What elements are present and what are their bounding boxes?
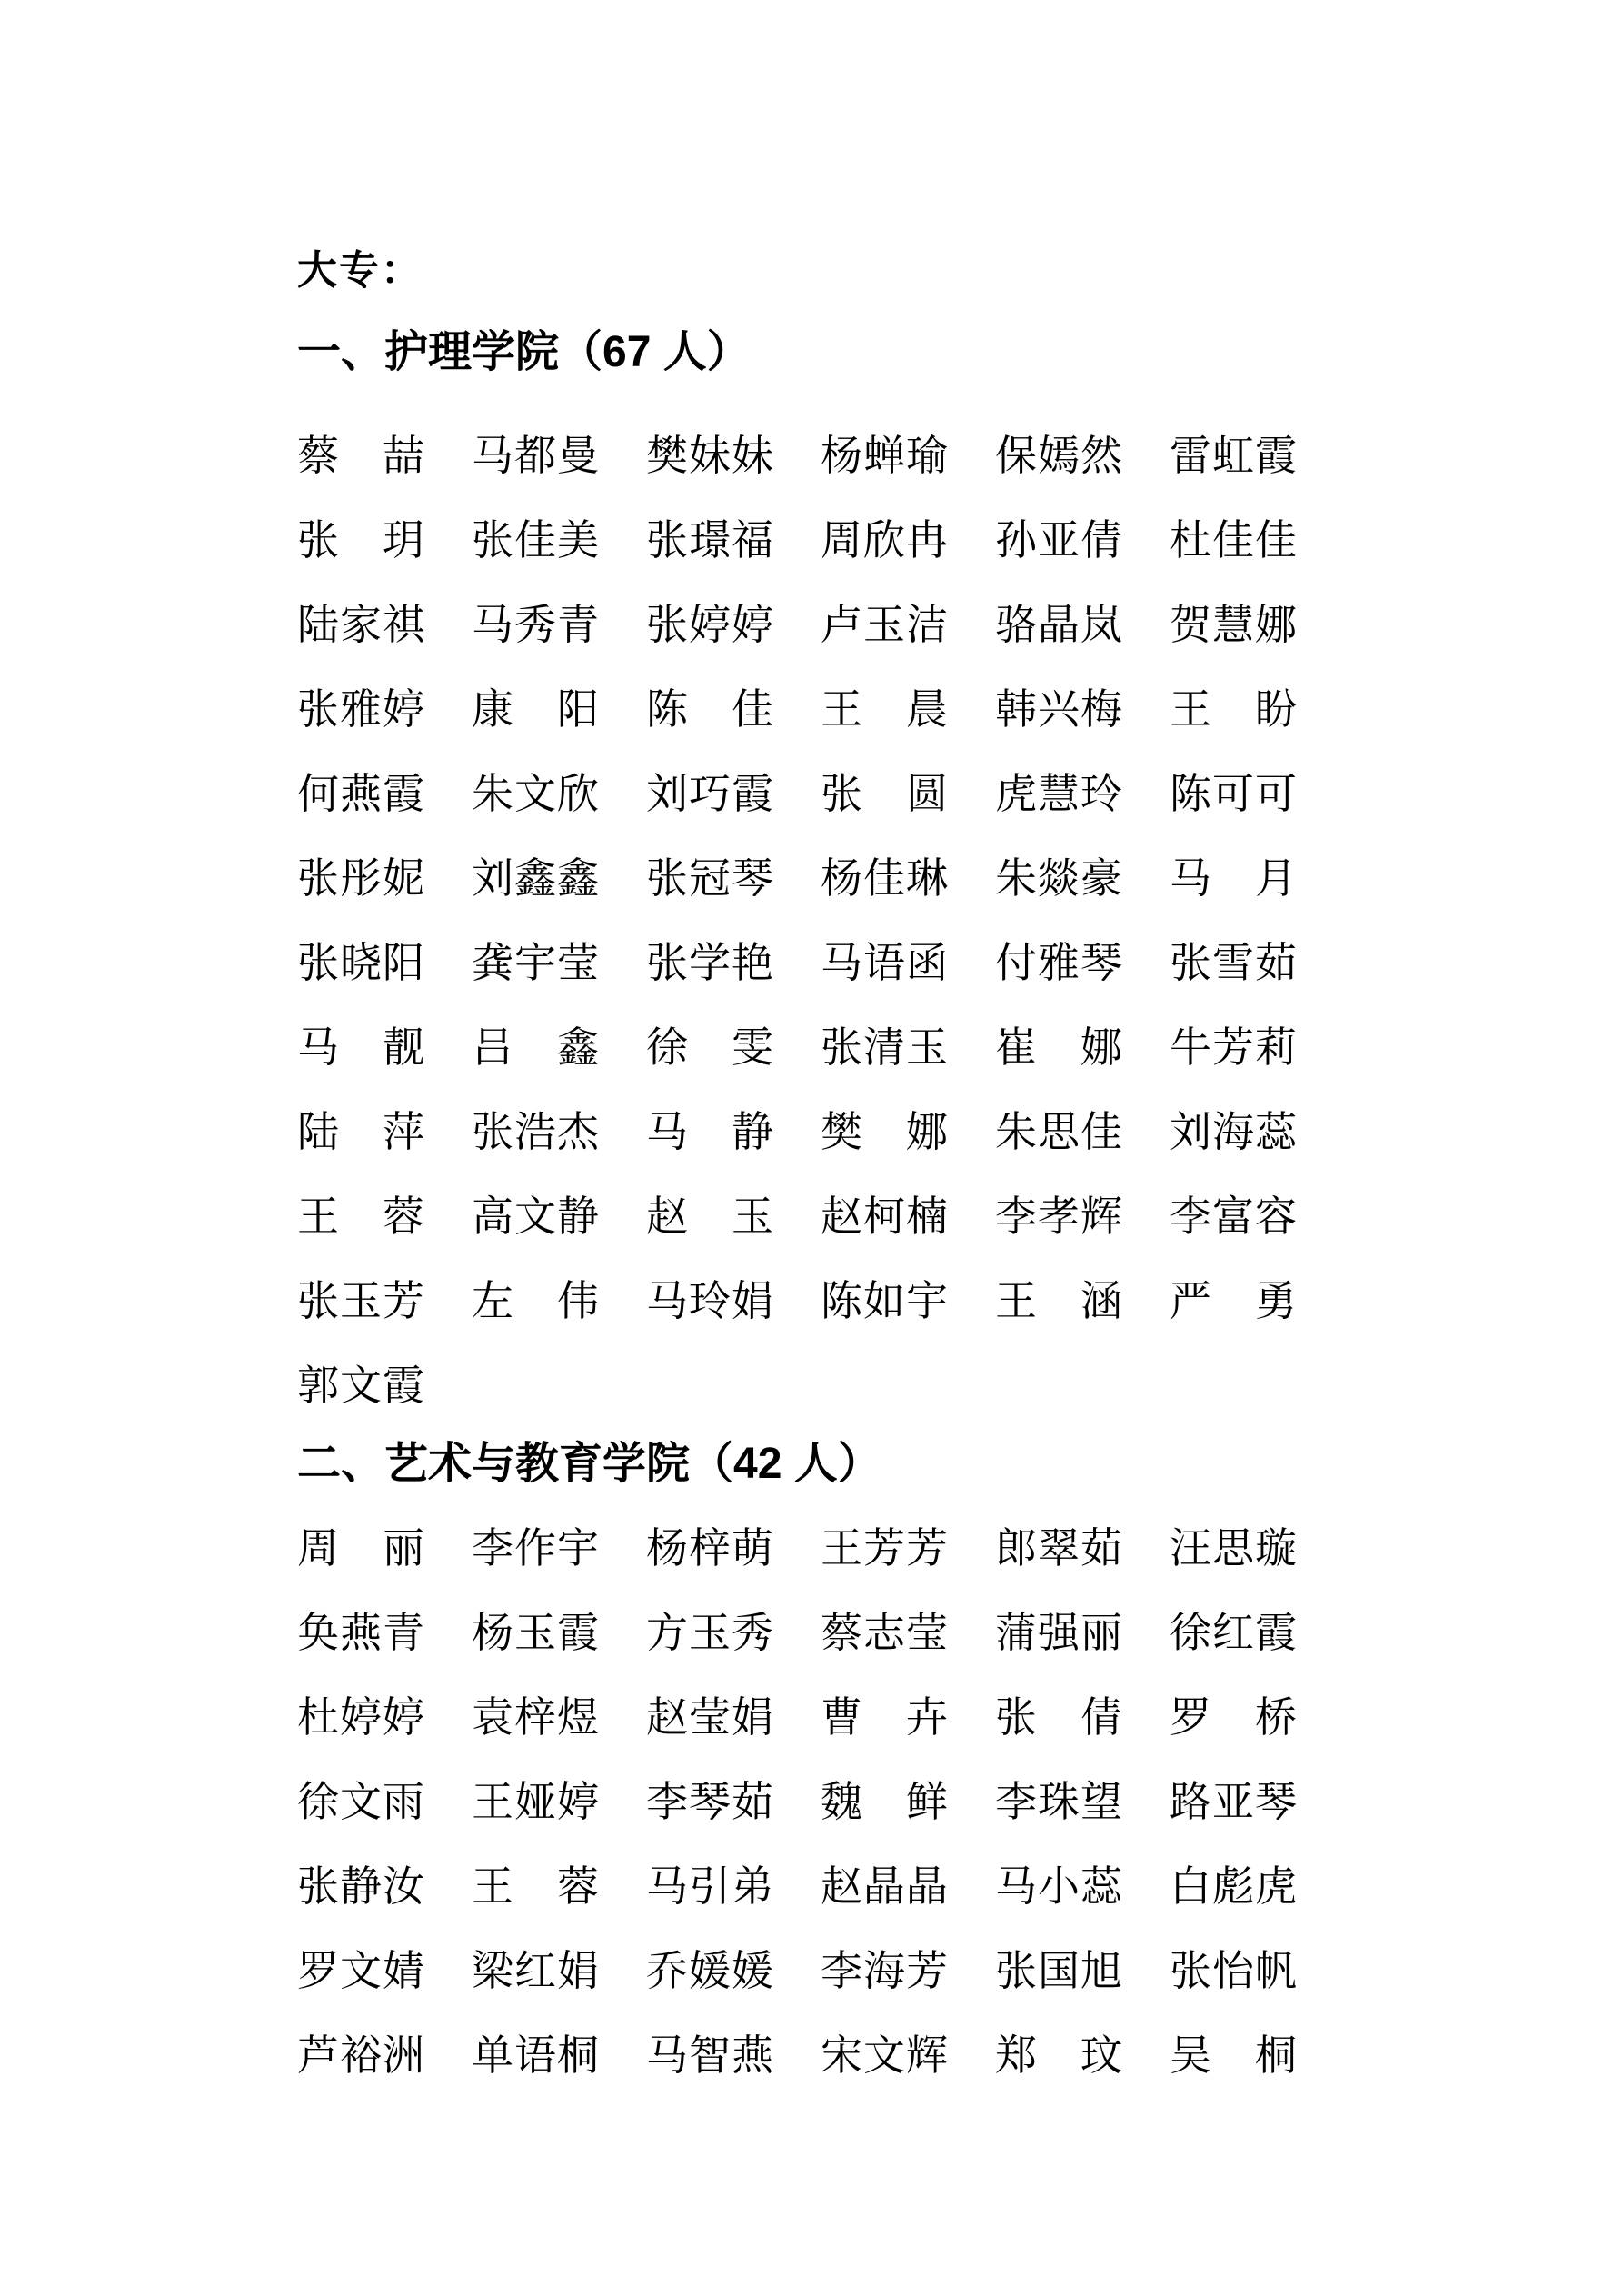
student-name: 牛 芳 莉: [1170, 1023, 1297, 1071]
student-name: 王 晨: [821, 685, 948, 733]
name-row: [297, 752, 1297, 836]
student-name: 韩 兴 梅: [995, 685, 1122, 733]
student-name: 虎 慧 玲: [995, 770, 1122, 817]
student-name: 孙 亚 倩: [995, 516, 1122, 564]
student-name: 郎 翠 茹: [995, 1524, 1122, 1572]
student-name: 保 嫣 然: [995, 432, 1122, 479]
student-name: 罗 文 婧: [297, 1947, 424, 1994]
name-row: [297, 414, 1297, 498]
student-name: 杜 婷 婷: [297, 1693, 424, 1741]
student-name: 张 彤 妮: [297, 854, 424, 902]
student-name: 吕 鑫: [472, 1023, 599, 1071]
student-name: 张 倩: [995, 1693, 1122, 1741]
student-name: 杨 梓 萌: [646, 1524, 773, 1572]
name-row: [297, 1844, 1297, 1929]
student-name: 陈 可 可: [1170, 770, 1297, 817]
student-name: 徐 文 雨: [297, 1778, 424, 1825]
student-name: 张 国 旭: [995, 1947, 1122, 1994]
student-name: 樊 妹 妹: [646, 432, 773, 479]
student-name: 马 秀 青: [472, 601, 599, 648]
student-name: 张 璟 福: [646, 516, 773, 564]
student-name: 马 引 弟: [646, 1862, 773, 1910]
student-name: 魏 鲜: [821, 1778, 948, 1825]
sections-container: [297, 327, 1297, 2098]
name-row: [297, 1005, 1297, 1090]
student-name: 刘 海 蕊: [1170, 1108, 1297, 1155]
student-name: 赵 莹 娟: [646, 1693, 773, 1741]
student-name: 周 丽: [297, 1524, 424, 1572]
page-content: [297, 247, 1297, 2098]
name-row: [297, 836, 1297, 921]
student-name: 崔 娜: [995, 1023, 1122, 1071]
name-row: [297, 667, 1297, 752]
student-name: 周 欣 冉: [821, 516, 948, 564]
section-heading: 二、艺术与教育学院（42 人）: [297, 1440, 881, 1488]
name-row: [297, 921, 1297, 1005]
student-name: 马 静: [646, 1108, 773, 1155]
student-name: 骆 晶 岚: [995, 601, 1122, 648]
student-name: 蔡 喆: [297, 432, 424, 479]
student-name: 蔡 志 莹: [821, 1609, 948, 1656]
student-name: 付 雅 琴: [995, 939, 1122, 986]
student-name: 陆 家 祺: [297, 601, 424, 648]
name-row: [297, 1591, 1297, 1675]
student-name: 李 珠 望: [995, 1778, 1122, 1825]
student-name: 张 浩 杰: [472, 1108, 599, 1155]
student-name: 严 勇: [1170, 1277, 1297, 1324]
name-row: [297, 2013, 1297, 2098]
name-row: [297, 1174, 1297, 1259]
name-row: [297, 1259, 1297, 1343]
student-name: 朱 文 欣: [472, 770, 599, 817]
student-name: 郭 文 霞: [297, 1362, 424, 1409]
page-title: 大专：: [297, 248, 423, 293]
student-name: 王 盼: [1170, 685, 1297, 733]
student-name: 张 晓 阳: [297, 939, 424, 986]
student-name: 陆 萍: [297, 1108, 424, 1155]
name-row: [297, 1760, 1297, 1844]
student-name: 赵 晶 晶: [821, 1862, 948, 1910]
student-name: 张 雪 茹: [1170, 939, 1297, 986]
student-name: 张 静 汝: [297, 1862, 424, 1910]
student-name: 王 涵: [995, 1277, 1122, 1324]
student-name: 龚 宇 莹: [472, 939, 599, 986]
student-name: 张 佳 美: [472, 516, 599, 564]
name-row: [297, 1929, 1297, 2013]
student-name: 徐 雯: [646, 1023, 773, 1071]
student-name: 马 靓: [297, 1023, 424, 1071]
student-name: 杜 佳 佳: [1170, 516, 1297, 564]
student-name: 杨 佳 琳: [821, 854, 948, 902]
student-name: 马 月: [1170, 854, 1297, 902]
student-name: 李 孝 辉: [995, 1193, 1122, 1240]
student-name: 王 蓉: [472, 1862, 599, 1910]
student-name: 乔 媛 媛: [646, 1947, 773, 1994]
student-name: 卢 玉 洁: [821, 601, 948, 648]
student-name: 杨 玉 霞: [472, 1609, 599, 1656]
student-name: 左 伟: [472, 1277, 599, 1324]
student-name: 李 富 容: [1170, 1193, 1297, 1240]
student-name: 徐 红 霞: [1170, 1609, 1297, 1656]
student-name: 路 亚 琴: [1170, 1778, 1297, 1825]
student-name: 何 燕 霞: [297, 770, 424, 817]
student-name: 刘 鑫 鑫: [472, 854, 599, 902]
student-name: 张 圆: [821, 770, 948, 817]
student-name: 郑 玟: [995, 2031, 1122, 2079]
student-name: 马 都 曼: [472, 432, 599, 479]
student-name: 张 玉 芳: [297, 1277, 424, 1324]
student-name: 朱 燚 豪: [995, 854, 1122, 902]
name-row: [297, 1090, 1297, 1174]
student-name: 康 阳: [472, 685, 599, 733]
student-name: 方 玉 秀: [646, 1609, 773, 1656]
student-name: 马 智 燕: [646, 2031, 773, 2079]
name-row: [297, 1343, 1297, 1428]
student-name: 袁 梓 煜: [472, 1693, 599, 1741]
student-name: 樊 娜: [821, 1108, 948, 1155]
student-name: 马 小 蕊: [995, 1862, 1122, 1910]
student-name: 陈 如 宇: [821, 1277, 948, 1324]
student-name: 张 冠 琴: [646, 854, 773, 902]
student-name: 奂 燕 青: [297, 1609, 424, 1656]
student-name: 李 海 芳: [821, 1947, 948, 1994]
student-name: 贺 慧 娜: [1170, 601, 1297, 648]
student-name: 张 婷 婷: [646, 601, 773, 648]
section-heading: 一、护理学院（67 人）: [297, 328, 751, 376]
student-name: 蒲 强 丽: [995, 1609, 1122, 1656]
student-name: 朱 思 佳: [995, 1108, 1122, 1155]
student-name: 芦 裕 洲: [297, 2031, 424, 2079]
name-row: [297, 1675, 1297, 1760]
student-name: 吴 桐: [1170, 2031, 1297, 2079]
section-name-list: [297, 414, 1297, 1428]
section-name-list: [297, 1506, 1297, 2098]
name-row: [297, 1506, 1297, 1591]
student-name: 刘 巧 霞: [646, 770, 773, 817]
student-name: 张 玥: [297, 516, 424, 564]
student-name: 王 芳 芳: [821, 1524, 948, 1572]
student-name: 白 彪 虎: [1170, 1862, 1297, 1910]
student-name: 李 作 宇: [472, 1524, 599, 1572]
student-name: 张 怡 帆: [1170, 1947, 1297, 1994]
student-name: 马 语 函: [821, 939, 948, 986]
student-name: 高 文 静: [472, 1193, 599, 1240]
student-name: 梁 红 娟: [472, 1947, 599, 1994]
student-name: 宋 文 辉: [821, 2031, 948, 2079]
name-row: [297, 583, 1297, 667]
student-name: 赵 玉: [646, 1193, 773, 1240]
student-name: 赵 柯 楠: [821, 1193, 948, 1240]
student-name: 陈 佳: [646, 685, 773, 733]
student-name: 汪 思 璇: [1170, 1524, 1297, 1572]
student-name: 张 学 艳: [646, 939, 773, 986]
student-name: 雷 虹 霞: [1170, 432, 1297, 479]
student-name: 杨 蝉 瑜: [821, 432, 948, 479]
student-name: 李 琴 茹: [646, 1778, 773, 1825]
student-name: 张 清 玉: [821, 1023, 948, 1071]
student-name: 王 蓉: [297, 1193, 424, 1240]
student-name: 马 玲 娟: [646, 1277, 773, 1324]
student-name: 单 语 桐: [472, 2031, 599, 2079]
student-name: 王 娅 婷: [472, 1778, 599, 1825]
student-name: 曹 卉: [821, 1693, 948, 1741]
student-name: 罗 桥: [1170, 1693, 1297, 1741]
student-name: 张 雅 婷: [297, 685, 424, 733]
name-row: [297, 498, 1297, 583]
